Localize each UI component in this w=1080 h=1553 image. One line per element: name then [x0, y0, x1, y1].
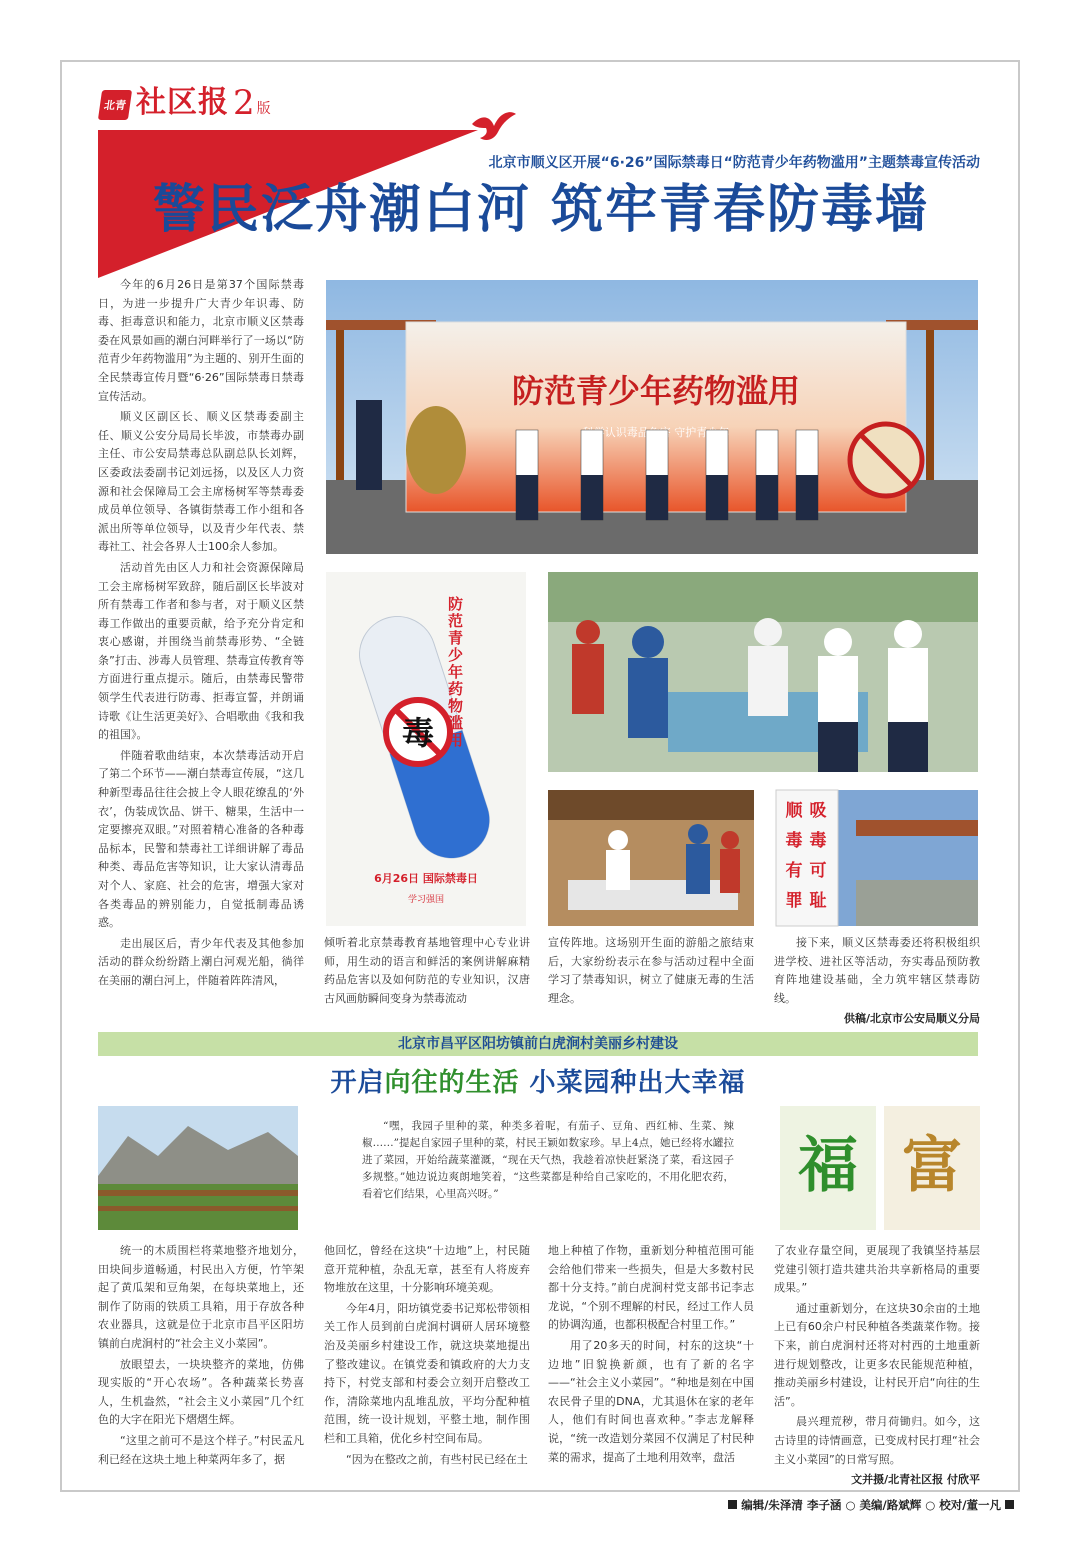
article1-column-2 — [324, 934, 530, 1010]
circle-separator-icon: ○ — [925, 1498, 936, 1512]
article1-headline: 警民泛舟潮白河 筑牢青春防毒墙 — [152, 180, 930, 240]
sign-char: 有 — [785, 861, 803, 881]
newspaper-page — [62, 62, 1018, 1490]
article2-column-2 — [324, 1242, 530, 1480]
sign-text-right — [808, 796, 828, 916]
fu-rich-char: 富 — [902, 1131, 962, 1201]
edition-number: 2 — [233, 83, 255, 123]
paragraph: 晨兴理荒秽，带月荷锄归。如今，这古诗里的诗情画意，已变成村民打理“社会主义小菜园”的日常写照。 — [774, 1415, 980, 1466]
sign-char: 顺 — [785, 801, 803, 821]
poster-brand: 学习强国 — [407, 895, 445, 905]
paragraph: 通过重新划分，在这块30余亩的土地上已有60余户村民种植各类蔬菜作物。接下来，前白虎涧村还将对村西的土地重新进行规划整改，让更多农民能规范种植，推动美丽乡村建设，让村民开启“向往的生活”。 — [774, 1301, 980, 1408]
footer-editors: 编辑/朱泽清 李子涵 — [741, 1498, 842, 1512]
article2-headline — [98, 1062, 978, 1104]
headline-part: 小菜园种出大幸福 — [519, 1068, 746, 1098]
red-bird-icon — [470, 110, 518, 144]
boat-lecture-photo — [548, 790, 754, 926]
footer-proof: 校对/董一凡 — [939, 1498, 1001, 1512]
stage-event-photo — [326, 280, 978, 554]
paragraph: 了农业存量空间，更展现了我镇坚持基层党建引领打造共建共治共享新格局的重要成果。” — [774, 1244, 980, 1295]
circle-separator-icon: ○ — [845, 1498, 856, 1512]
article1-column-4 — [774, 934, 980, 1026]
vegetable-garden-photo — [98, 1106, 298, 1230]
exhibit-crowd-photo — [548, 572, 978, 772]
paragraph: “因为在整改之前，有些村民已经在土 — [346, 1452, 528, 1466]
paragraph: 活动首先由区人力和社会资源保障局工会主席杨树军致辞，随后副区长毕波对所有禁毒工作者和参与者，对于顺义区禁毒工作做出的重要贡献，给予充分肯定和衷心感谢，并围绕当前禁毒形势、“全链条”打击、涉毒人员管理、禁毒宣传教育等方面进行重点提示。随后，由禁毒民警带领学生代表进行防毒、拒毒宣誓，并朗诵诗歌《让生活更美好》、合唱歌曲《我和我的祖国》。 — [98, 560, 304, 742]
sign-text-left — [784, 796, 804, 916]
paragraph: 他回忆，曾经在这块“十边地”上，村民随意开荒种植，杂乱无章，甚至有人将废弃物堆放在这里，十分影响环境美观。 — [324, 1244, 530, 1295]
stage-slogan-text: 科学认识毒品危害 守护青少年 — [582, 426, 730, 439]
article2-quote — [362, 1118, 734, 1238]
brand-logo: 北青 — [98, 90, 132, 120]
article2-column-4 — [774, 1242, 980, 1487]
paragraph: 用了20多天的时间，村东的这块“十边地”旧貌换新颜，也有了新的名字——“社会主义小菜园”。“种地是刻在中国农民骨子里的DNA，尤其退休在家的老年人，他们有时间也喜欢种。”李志龙解释说，“统一改造划分菜园不仅满足了村民种菜的需求，提高了土地利用效率，盘活 — [548, 1338, 754, 1464]
sign-char: 耻 — [809, 891, 827, 911]
paragraph: 接下来，顺义区禁毒委还将积极组织进学校、进社区等活动，夯实毒品预防教育阵地建设基础，全力筑牢辖区禁毒防线。 — [774, 936, 980, 1005]
article2-byline: 文并摄/北青社区报 付欣平 — [851, 1473, 980, 1487]
article1-byline: 供稿/北京市公安局顺义分局 — [843, 1012, 980, 1026]
stage-banner-text: 防范青少年药物滥用 — [511, 372, 801, 410]
headline-part: 开启 — [330, 1068, 385, 1098]
sign-char: 毒 — [809, 831, 827, 851]
poster-char: 毒 — [401, 714, 435, 752]
anti-drug-poster — [326, 572, 526, 926]
article2-kicker: 北京市昌平区阳坊镇前白虎涧村美丽乡村建设 — [98, 1032, 978, 1056]
paragraph: 今年4月，阳坊镇党委书记郑松带领相关工作人员到前白虎涧村调研人居环境整治及美丽乡村建设工作，就这块菜地提出了整改建议。在镇党委和镇政府的大力支持下，村党支部和村委会立刻开启整改工作，清除菜地内乱堆乱放，平均分配种植范围，统一设计规划，平整土地，制作围栏和工具箱，优化乡村空间布局。 — [324, 1301, 530, 1445]
fu-card-image — [780, 1106, 876, 1230]
paragraph: 宣传阵地。这场别开生面的游船之旅结束后，大家纷纷表示在参与活动过程中全面学习了禁毒知识，树立了健康无毒的生活理念。 — [548, 936, 754, 1005]
headline-highlight: 向往的生活 — [384, 1068, 520, 1098]
footer-designer: 美编/路斌辉 — [859, 1498, 922, 1512]
article1-column-1 — [98, 276, 304, 1002]
poster-title: 防范青少年药物滥用 — [448, 595, 464, 749]
sign-char: 吸 — [809, 801, 827, 821]
square-bullet-icon — [728, 1500, 737, 1509]
paragraph: 统一的木质围栏将菜地整齐地划分，田块间步道畅通，村民出入方便，竹竿架起了黄瓜架和豆角架，在每块菜地上，还制作了防雨的铁质工具箱，用于存放各种农业器具，这就是位于北京市昌平区阳坊镇前白虎涧村的“社会主义小菜园”。 — [98, 1244, 304, 1350]
article2-column-3 — [548, 1242, 754, 1480]
paragraph: “这里之前可不是这个样子。”村民孟凡利已经在这块土地上种菜两年多了，据 — [98, 1433, 304, 1466]
page-footer — [724, 1497, 1018, 1513]
square-bullet-icon — [1005, 1500, 1014, 1509]
article2-column-1 — [98, 1242, 304, 1480]
paragraph: 伴随着歌曲结束，本次禁毒活动开启了第二个环节——潮白禁毒宣传展，“这几种新型毒品往往会披上令人眼花缭乱的‘外衣’，伪装成饮品、饼干、糖果，生活中一定要擦亮双眼。”对照着精心准备的各种毒品标本，民警和禁毒社工详细讲解了毒品种类、毒品危害等知识，让大家认清毒品对个人、家庭、社会的危害，增强大家对各类毒品的辨别能力，自觉抵制毒品诱惑。 — [98, 748, 304, 930]
paragraph: 放眼望去，一块块整齐的菜地，仿佛现实版的“开心农场”。各种蔬菜长势喜人，生机盎然，“社会主义小菜园”几个红色的大字在阳光下熠熠生辉。 — [98, 1357, 304, 1427]
article1-subhead: 北京市顺义区开展“6·26”国际禁毒日“防范青少年药物滥用”主题禁毒宣传活动 — [488, 155, 980, 171]
paragraph: 走出展区后，青少年代表及其他参加活动的群众纷纷踏上潮白河观光船，徜徉在美丽的潮白河上，伴随着阵阵清风， — [98, 936, 304, 987]
poster-date: 6月26日 国际禁毒日 — [374, 872, 478, 885]
paragraph: 顺义区副区长、顺义区禁毒委副主任、顺义公安分局局长毕波，市禁毒办副主任、市公安局禁毒总队副总队长刘辉，区委政法委副书记刘远扬，以及区人力资源和社会保障局工会主席杨树军等禁毒委成员单位领导、各镇街禁毒工作小组和各派出所等单位领导，以及青少年代表、禁毒社工、社会各界人士100余人参加。 — [98, 410, 304, 554]
fu-char: 福 — [798, 1131, 858, 1201]
masthead-name: 社区报 — [136, 85, 229, 120]
sign-char: 可 — [809, 861, 827, 881]
paragraph: 今年的6月26日是第37个国际禁毒日，为进一步提升广大青少年识毒、防毒、拒毒意识和能力，北京市顺义区禁毒委在风景如画的潮白河畔举行了一场以“防范青少年药物滥用”为主题的、别开生面的全民禁毒宣传月暨“6·26”国际禁毒日禁毒宣传活动。 — [98, 278, 304, 403]
paragraph: 地上种植了作物，重新划分种植范围可能会给他们带来一些损失，但是大多数村民都十分支持。”前白虎涧村党支部书记李志龙说，“个别不理解的村民，经过工作人员的协调沟通，也都积极配合村里工作。” — [548, 1244, 754, 1332]
anti-drug-sign-photo — [776, 790, 978, 926]
fu-rich-card-image — [884, 1106, 980, 1230]
quote-text: “嘿，我园子里种的菜，种类多着呢，有茄子、豆角、西红柿、生菜、辣椒……”提起自家园子里种的菜，村民王颖如数家珍。早上4点，她已经将水罐拉进了菜园，开始给蔬菜灌溉，“现在天气热，我趁着凉快赶紧浇了菜，看这园子多规整。”她边说边爽朗地笑着，“这些菜都是种给自己家吃的，不用化肥农药，看着它们结果，心里高兴呀。” — [362, 1120, 734, 1200]
sign-char: 毒 — [785, 831, 803, 851]
sign-char: 罪 — [785, 891, 803, 911]
paragraph: 倾听着北京禁毒教育基地管理中心专业讲师，用生动的语言和鲜活的案例讲解麻精药品危害以及如何防范的专业知识，汉唐古风画舫瞬间变身为禁毒流动 — [324, 936, 530, 1005]
edition-suffix: 版 — [256, 101, 271, 117]
masthead — [100, 80, 271, 123]
article1-column-3 — [548, 934, 754, 1010]
